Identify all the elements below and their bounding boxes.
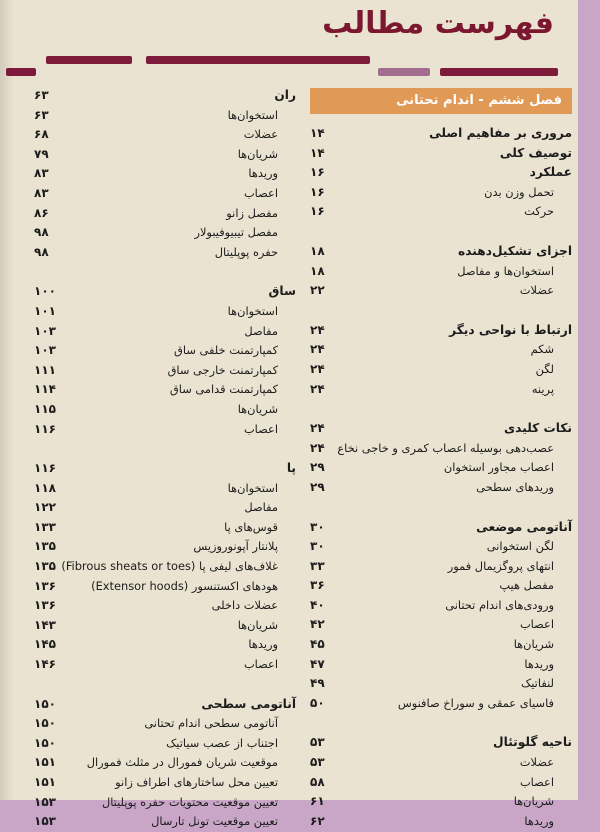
toc-page-number: ۱۴۳: [34, 617, 56, 632]
toc-entry-title: تحمل وزن بدن: [484, 184, 554, 199]
toc-entry-row: [310, 537, 572, 557]
toc-entry-row: [34, 577, 296, 597]
toc-entry-title: ورودی‌های اندام تحتانی: [445, 597, 554, 612]
toc-page-number: ۴۲: [310, 617, 325, 632]
toc-page-number: ۱۳۵: [34, 559, 56, 574]
toc-page-number: ۱۳۳: [34, 519, 56, 534]
toc-entry-row: [310, 478, 572, 498]
toc-entry-row: [34, 361, 296, 381]
toc-heading-row: [34, 695, 296, 715]
toc-page-number: ۱۴۵: [34, 637, 56, 652]
toc-entry-row: [34, 400, 296, 420]
toc-entry-row: [34, 184, 296, 204]
toc-entry-row: [34, 341, 296, 361]
toc-page-number: ۱۵۰: [34, 735, 56, 750]
toc-heading-row: [34, 86, 296, 106]
toc-page-number: ۱۸: [310, 243, 325, 258]
toc-entry-title: آناتومی موضعی: [476, 519, 572, 534]
toc-page-number: ۱۰۳: [34, 343, 56, 358]
toc-entry-row: [310, 380, 572, 400]
toc-entry-row: [310, 183, 572, 203]
divider-bar: [146, 56, 370, 64]
toc-entry-title: شریان‌ها: [237, 617, 278, 632]
toc-entry-title: وریدها: [524, 656, 554, 671]
toc-entry-row: [34, 302, 296, 322]
toc-entry-row: [310, 281, 572, 301]
toc-entry-title: وریدها: [248, 166, 278, 181]
toc-heading-row: [310, 144, 572, 164]
toc-entry-row: [34, 596, 296, 616]
divider-bar: [440, 68, 558, 76]
toc-section: [310, 321, 572, 399]
toc-entry-title: مروری بر مفاهیم اصلی: [429, 126, 572, 140]
toc-entry-title: مفصل هیپ: [499, 578, 554, 593]
toc-entry-row: [310, 615, 572, 635]
toc-entry-title: مفصل زانو: [226, 205, 278, 220]
toc-entry-title: ناحیه گلوتئال: [493, 735, 572, 750]
divider-bar: [46, 56, 132, 64]
toc-left-column: [34, 86, 296, 832]
toc-page-number: ۱۴: [310, 126, 325, 140]
toc-page-number: ۲۹: [310, 479, 325, 494]
toc-entry-row: [34, 518, 296, 538]
toc-entry-row: [34, 557, 296, 577]
toc-entry-title: موقعیت شریان فمورال در مثلث فمورال: [86, 755, 278, 770]
toc-entry-title: مفصل تیبیوفیبولار: [194, 225, 278, 240]
toc-entry-row: [310, 674, 572, 694]
toc-page-number: ۱۵۰: [34, 716, 56, 731]
toc-entry-title: مفاصل: [244, 323, 278, 338]
toc-entry-title: عضلات داخلی: [211, 598, 278, 613]
toc-section: [310, 124, 572, 222]
toc-entry-row: [34, 734, 296, 754]
toc-entry-row: [34, 145, 296, 165]
toc-entry-title: شریان‌ها: [237, 401, 278, 416]
toc-page-number: ۴۷: [310, 656, 325, 671]
toc-page-number: ۱۱۵: [34, 401, 56, 416]
toc-page-number: ۷۹: [34, 146, 49, 161]
toc-entry-row: [34, 322, 296, 342]
toc-entry-title: آناتومی سطحی: [201, 696, 296, 711]
toc-entry-row: [34, 204, 296, 224]
toc-entry-title: ارتباط با نواحی دیگر: [449, 322, 572, 337]
toc-page-number: ۵۳: [310, 735, 325, 750]
toc-entry-row: [34, 106, 296, 126]
toc-page-number: ۱۲۲: [34, 500, 56, 515]
toc-entry-row: [34, 793, 296, 813]
toc-list-right: [310, 124, 572, 831]
toc-entry-row: [310, 792, 572, 812]
toc-entry-title: ران: [274, 88, 296, 102]
toc-entry-row: [34, 812, 296, 832]
toc-entry-title: شریان‌ها: [237, 146, 278, 161]
toc-page-number: ۱۶: [310, 184, 325, 199]
toc-entry-title: تعیین موقعیت محتویات حفره پوپلیتال: [101, 794, 278, 809]
toc-entry-title: مفاصل: [244, 500, 278, 515]
toc-entry-title: اعصاب مجاور استخوان: [443, 460, 554, 475]
toc-heading-row: [310, 242, 572, 262]
toc-entry-title: عملکرد: [529, 165, 572, 180]
toc-entry-title: نکات کلیدی: [504, 421, 572, 436]
toc-entry-title: عصب‌دهی بوسیله اعصاب کمری و خاجی نخاع: [337, 440, 554, 455]
divider-bar: [6, 68, 36, 76]
toc-section: [34, 282, 296, 439]
toc-entry-row: [310, 439, 572, 459]
toc-heading-row: [310, 419, 572, 439]
toc-heading-row: [310, 733, 572, 753]
toc-page-number: ۱۱۶: [34, 421, 56, 436]
toc-entry-title: اجزای تشکیل‌دهنده: [458, 243, 572, 258]
toc-entry-title: اجتناب از عصب سیاتیک: [166, 735, 278, 750]
toc-entry-title: اعصاب: [519, 774, 554, 789]
toc-section: [310, 733, 572, 831]
toc-entry-title: استخوان‌ها: [227, 107, 278, 122]
toc-page-number: ۳۰: [310, 519, 325, 534]
toc-page-number: ۱۴: [310, 145, 325, 160]
toc-entry-title: کمپارتمنت خارجی ساق: [167, 362, 278, 377]
toc-page-number: ۸۶: [34, 205, 49, 220]
toc-page-number: ۲۴: [310, 381, 325, 396]
toc-page-number: ۱۵۳: [34, 814, 56, 829]
toc-entry-title: اعصاب: [243, 657, 278, 672]
toc-entry-title: حفره پوپلیتال: [214, 244, 278, 259]
toc-entry-row: [34, 714, 296, 734]
toc-entry-row: [34, 616, 296, 636]
toc-entry-title: حرکت: [524, 204, 554, 219]
toc-page-number: ۳۶: [310, 578, 325, 593]
toc-entry-title: پا: [286, 461, 296, 476]
toc-entry-row: [34, 753, 296, 773]
toc-page-number: ۵۰: [310, 695, 325, 710]
toc-page-number: ۲۲: [310, 283, 325, 298]
toc-page-number: ۵۸: [310, 774, 325, 789]
toc-entry-title: کمپارتمنت قدامی ساق: [169, 382, 278, 397]
toc-entry-row: [34, 773, 296, 793]
toc-entry-title: وریدهای سطحی: [476, 479, 554, 494]
toc-page-number: ۱۱۱: [34, 362, 56, 377]
toc-page-number: ۸۳: [34, 185, 49, 200]
toc-heading-row: [34, 459, 296, 479]
toc-page-number: ۱۴۶: [34, 657, 56, 672]
toc-page-number: ۶۱: [310, 794, 325, 809]
toc-page-number: ۳۳: [310, 558, 325, 573]
toc-page-number: ۱۰۱: [34, 303, 56, 318]
toc-entry-title: شریان‌ها: [513, 794, 554, 809]
toc-page-number: ۱۱۶: [34, 461, 56, 476]
toc-entry-title: لگن استخوانی: [486, 539, 554, 554]
toc-section: [34, 459, 296, 675]
toc-entry-title: وریدها: [248, 637, 278, 652]
toc-entry-title: قوس‌های پا: [224, 519, 278, 534]
toc-page-number: ۱۶: [310, 165, 325, 180]
toc-entry-row: [310, 773, 572, 793]
toc-entry-title: استخوان‌ها و مفاصل: [457, 263, 554, 278]
toc-entry-title: ساق: [268, 284, 296, 299]
toc-entry-row: [310, 596, 572, 616]
toc-entry-row: [310, 655, 572, 675]
toc-entry-title: تعیین محل ساختارهای اطراف زانو: [115, 775, 278, 789]
chapter-banner: فصل ششم - اندام تحتانی: [310, 88, 572, 114]
toc-entry-title: شکم: [530, 342, 554, 357]
toc-page-number: ۸۳: [34, 166, 49, 181]
toc-entry-row: [34, 125, 296, 145]
toc-entry-row: [34, 537, 296, 557]
toc-entry-title: عضلات: [519, 755, 554, 770]
toc-page-number: ۱۰۳: [34, 323, 56, 338]
toc-page-number: ۶۸: [34, 127, 49, 142]
toc-entry-title: تعیین موقعیت تونل تارسال: [151, 814, 278, 829]
toc-heading-row: [310, 163, 572, 183]
toc-entry-title: اعصاب: [243, 185, 278, 200]
toc-page-number: ۲۴: [310, 322, 325, 337]
toc-entry-row: [310, 635, 572, 655]
toc-entry-row: [310, 360, 572, 380]
toc-page-number: ۴۰: [310, 597, 325, 612]
toc-entry-title: غلاف‌های لیفی پا (Fibrous sheats or toes): [61, 559, 278, 574]
toc-entry-title: انتهای پروگزیمال فمور: [447, 558, 554, 573]
toc-entry-title: عضلات: [243, 127, 278, 142]
toc-page-number: ۶۳: [34, 107, 49, 122]
toc-page-number: ۱۵۱: [34, 775, 56, 789]
toc-page-number: ۱۱۴: [34, 382, 56, 397]
toc-page-number: ۱۸: [310, 263, 325, 278]
toc-page-number: ۴۹: [310, 676, 325, 691]
toc-entry-row: [34, 420, 296, 440]
toc-page-number: ۱۳۵: [34, 539, 56, 554]
toc-page-number: ۲۴: [310, 342, 325, 357]
toc-entry-row: [310, 340, 572, 360]
divider-bar: [378, 68, 430, 76]
toc-entry-row: [34, 380, 296, 400]
toc-page-number: ۱۶: [310, 204, 325, 219]
toc-entry-title: هودهای اکستنسور (Extensor hoods): [91, 578, 278, 593]
toc-page-number: ۶۲: [310, 813, 325, 828]
toc-page-number: ۲۴: [310, 440, 325, 455]
toc-heading-row: [310, 518, 572, 538]
toc-page-number: ۹۸: [34, 244, 49, 259]
toc-entry-row: [310, 262, 572, 282]
toc-page-number: ۳۰: [310, 539, 325, 554]
toc-entry-title: پرینه: [531, 381, 554, 396]
page-title: فهرست مطالب: [322, 6, 554, 41]
toc-page-number: ۱۵۳: [34, 794, 56, 809]
toc-entry-row: [310, 753, 572, 773]
toc-heading-row: [310, 321, 572, 341]
toc-entry-title: استخوان‌ها: [227, 303, 278, 318]
toc-entry-title: فاسیای عمقی و سوراخ صافنوس: [397, 695, 554, 710]
toc-section: [310, 242, 572, 301]
toc-page-number: ۲۹: [310, 460, 325, 475]
toc-page-number: ۱۳۶: [34, 578, 56, 593]
toc-page-number: ۲۴: [310, 421, 325, 436]
toc-right-column: [310, 86, 572, 831]
toc-section: [310, 518, 572, 714]
toc-entry-title: اعصاب: [243, 421, 278, 436]
toc-page-number: ۵۳: [310, 755, 325, 770]
toc-page-number: ۹۸: [34, 225, 49, 240]
toc-entry-row: [310, 812, 572, 832]
toc-entry-row: [310, 576, 572, 596]
toc-entry-row: [34, 164, 296, 184]
toc-entry-row: [34, 223, 296, 243]
toc-entry-title: عضلات: [519, 283, 554, 298]
toc-entry-title: وریدها: [524, 813, 554, 828]
toc-entry-row: [34, 479, 296, 499]
toc-page-number: ۱۰۰: [34, 284, 56, 299]
toc-page-number: ۲۴: [310, 361, 325, 376]
toc-entry-row: [310, 694, 572, 714]
toc-page-number: ۱۱۸: [34, 480, 56, 495]
toc-page-number: ۱۵۱: [34, 755, 56, 770]
toc-entry-row: [34, 655, 296, 675]
toc-list-left: [34, 86, 296, 832]
toc-heading-row: [310, 124, 572, 144]
toc-entry-title: آناتومی سطحی اندام تحتانی: [144, 716, 278, 731]
toc-entry-title: استخوان‌ها: [227, 480, 278, 495]
toc-section: [34, 695, 296, 832]
toc-section: [34, 86, 296, 262]
toc-entry-row: [34, 498, 296, 518]
toc-entry-title: لنفاتیک: [521, 676, 554, 691]
toc-entry-title: کمپارتمنت خلفی ساق: [174, 343, 278, 358]
toc-entry-row: [310, 557, 572, 577]
toc-page-number: ۴۵: [310, 637, 325, 652]
toc-heading-row: [34, 282, 296, 302]
toc-entry-row: [310, 458, 572, 478]
toc-page-number: ۱۳۶: [34, 598, 56, 613]
toc-page-number: ۶۳: [34, 88, 49, 102]
toc-entry-title: اعصاب: [519, 617, 554, 632]
toc-section: [310, 419, 572, 497]
toc-entry-row: [310, 202, 572, 222]
toc-entry-title: لگن: [535, 361, 554, 376]
toc-entry-title: پلانتار آپونوروزیس: [193, 539, 278, 554]
toc-entry-row: [34, 635, 296, 655]
toc-entry-row: [34, 243, 296, 263]
toc-page-number: ۱۵۰: [34, 696, 56, 711]
toc-entry-title: شریان‌ها: [513, 637, 554, 652]
toc-entry-title: توصیف کلی: [499, 145, 572, 160]
